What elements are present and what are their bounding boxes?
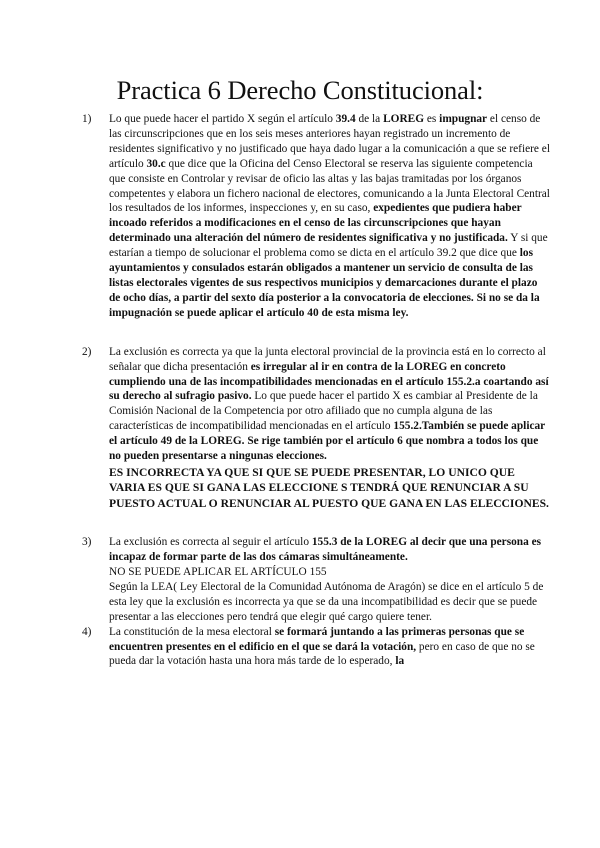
text-run: Lo que puede hacer el partido X es cambiar al Presidente de la Comisión Nacional de la Competencia por otro afiliado que no cumpla alguna de las características de incompatibilidad mencionadas en el artículo <box>109 390 538 433</box>
text-run-bold: los ayuntamientos y consulados estarán obligados a mantener un servicio de consulta de las listas electorales vigentes de sus respectivos municipios y demarcaciones durante el plazo de ocho días, a partir del sexto día posterior a la convocatoria de elecciones. Si no se da la impugnación se puede aplicar el artículo 40 de esta misma ley. <box>109 247 540 319</box>
text-run-bold: se formará juntando a las primeras personas que se encuentren presentes en el edificio en el que se dará la votación, <box>109 625 525 653</box>
list-item-1 <box>82 112 551 321</box>
text-run: La exclusión es correcta al seguir el artículo <box>109 536 312 549</box>
text-run-bold: es irregular al ir en contra de la LOREG en concreto cumpliendo una de las incompatibilidades mencionadas en el artículo 155.2.a coartando así su derecho al sufragio pasivo. <box>109 360 549 403</box>
text-run: Y si que estarían a tiempo de solucionar el problema como se dicta en el artículo 39.2 que dice que <box>109 232 548 260</box>
list-number: 4) <box>82 625 92 638</box>
answer-paragraph-1 <box>109 112 551 321</box>
text-run-bold: impugnar <box>439 113 488 125</box>
answer-paragraph-3 <box>109 535 551 565</box>
list-number: 2) <box>82 345 92 358</box>
correction-note: NO SE PUEDE APLICAR EL ARTÍCULO 155 <box>109 565 327 578</box>
text-run: Lo que puede hacer el partido X según el artículo <box>109 113 336 125</box>
answer-list <box>82 112 551 669</box>
text-run-bold: LOREG <box>383 113 425 125</box>
text-run-bold: 155.3 de la LOREG al decir que una persona es incapaz de formar parte de las dos cámaras simultáneamente. <box>109 536 542 564</box>
list-number: 1) <box>82 113 92 125</box>
list-item-3 <box>82 535 551 624</box>
list-item-4 <box>82 625 551 670</box>
text-run-bold: expedientes que pudiera haber incoado referidos a modificaciones en el censo de las circunscripciones que hayan determinado una alteración del número de residentes significativa y no justificada. <box>109 202 522 245</box>
correction-explanation: Según la LEA( Ley Electoral de la Comunidad Autónoma de Aragón) se dice en el artículo 5 de esta ley que la exclusión es incorrecta ya que se da una incompatibilidad es decir que se puede presentar a las elecciones pero tendrá que elegir qué cargo quiere tener. <box>109 580 544 623</box>
list-number: 3) <box>82 536 92 549</box>
text-run: La exclusión es correcta ya que la junta electoral provincial de la provincia está en lo correcto al señalar que dicha presentación <box>109 345 546 373</box>
text-run: La constitución de la mesa electoral <box>109 625 275 638</box>
correction-note: ES INCORRECTA YA QUE SI QUE SE PUEDE PRESENTAR, LO UNICO QUE VARIA ES QUE SI GANA LAS ELECCIONE S TENDRÁ QUE RENUNCIAR A SU PUESTO ACTUAL O RENUNCIAR AL PUESTO QUE GANA EN LAS ELECCIONES. <box>109 465 549 510</box>
page-title: Practica 6 Derecho Constitucional: <box>116 75 484 105</box>
text-run: es <box>424 113 440 125</box>
text-run-bold: 30.c <box>146 157 166 170</box>
text-run: que dice que la Oficina del Censo Electoral se reserva las siguiente competencia que consiste en Controlar y revisar de oficio las altas y las bajas tramitadas por los órganos competentes y elabora un fichero nacional de electores, comunicando a la Junta Electoral Central los resultados de los informes, inspecciones y, en su caso, <box>109 157 550 215</box>
text-run-bold: 39.4 <box>335 113 356 125</box>
answer-paragraph-4 <box>109 625 551 670</box>
text-run: de la <box>355 113 384 125</box>
text-run: el censo de las circunscripciones que en los seis meses anteriores hayan registrado un incremento de residentes significativo y no justificado que haya dado lugar a la comunicación a que se refiere el artículo <box>109 113 550 170</box>
text-run: pero en caso de que no se pueda dar la votación hasta una hora más tarde de lo esperado, <box>109 640 535 668</box>
answer-paragraph-2 <box>109 345 551 464</box>
text-run-bold: 155.2.También se puede aplicar el artículo 49 de la LOREG. Se rige también por el artículo 6 que nombra a todos los que no pueden presentarse a ningunas elecciones. <box>109 420 546 463</box>
text-run-bold: la <box>395 655 405 668</box>
list-item-2 <box>82 345 551 511</box>
